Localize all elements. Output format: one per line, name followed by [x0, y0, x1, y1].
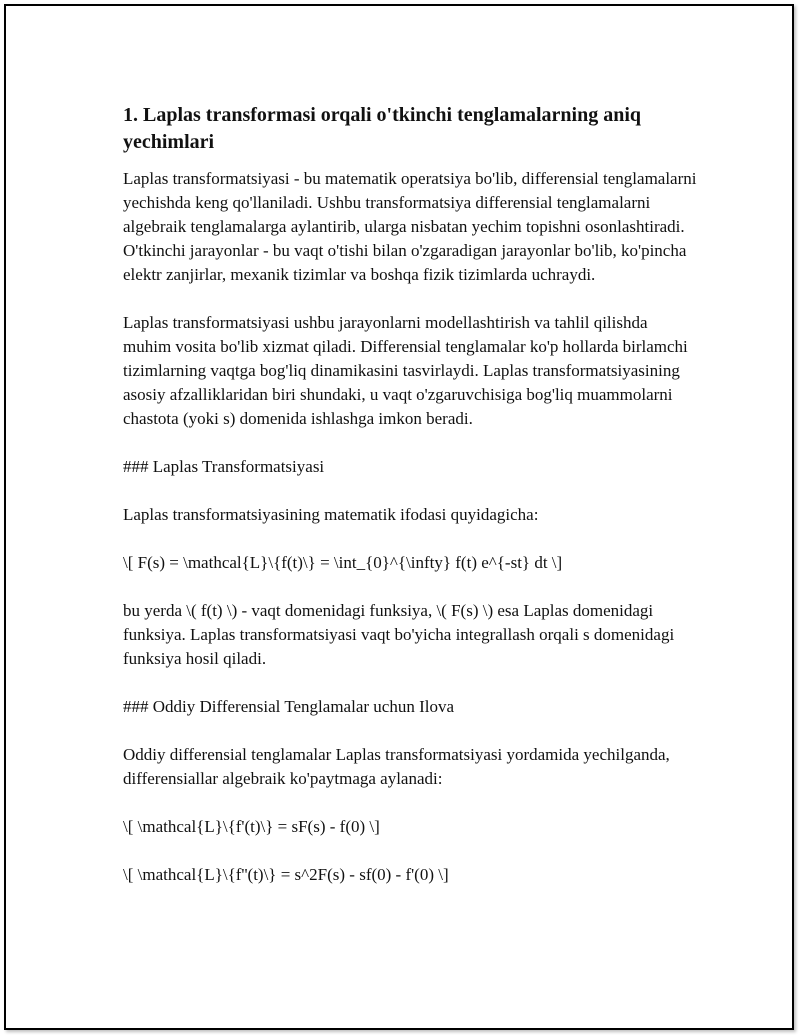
- formula-second-derivative: \[ \mathcal{L}\{f''(t)\} = s^2F(s) - sf(0) - f'(0) \]: [123, 865, 449, 884]
- page: [4, 4, 794, 1030]
- document-body: [123, 102, 698, 911]
- document-title: 1. Laplas transformasi orqali o'tkinchi tenglamalarning aniq yechimlari: [123, 104, 642, 153]
- formula-laplace-definition: \[ F(s) = \mathcal{L}\{f(t)\} = \int_{0}^{\infty} f(t) e^{-st} dt \]: [123, 553, 563, 572]
- section-heading-laplace: ### Laplas Transformatsiyasi: [123, 457, 325, 476]
- paragraph-formula-intro: Laplas transformatsiyasining matematik ifodasi quyidagicha:: [123, 505, 539, 524]
- paragraph-intro: Laplas transformatsiyasi - bu matematik operatsiya bo'lib, differensial tenglamalarni yechishda keng qo'llaniladi. Ushbu transformatsiya differensial tenglamalarni algebraik tenglamalarga aylantirib, ularga nisbatan yechim topishni osonlashtiradi. O'tkinchi jarayonlar - bu vaqt o'tishi bilan o'zgaradigan jarayonlar bo'lib, ko'pincha elektr zanjirlar, mexanik tizimlar va boshqa fizik tizimlarda uchraydi.: [123, 169, 697, 284]
- paragraph-formula-explanation: bu yerda \( f(t) \) - vaqt domenidagi funksiya, \( F(s) \) esa Laplas domenidagi funksiya. Laplas transformatsiyasi vaqt bo'yicha integrallash orqali s domenidagi funksiya hosil qiladi.: [123, 601, 675, 668]
- formula-first-derivative: \[ \mathcal{L}\{f'(t)\} = sF(s) - f(0) \]: [123, 817, 380, 836]
- paragraph-ode-intro: Oddiy differensial tenglamalar Laplas transformatsiyasi yordamida yechilganda, differensiallar algebraik ko'paytmaga aylanadi:: [123, 745, 670, 788]
- section-heading-ode: ### Oddiy Differensial Tenglamalar uchun Ilova: [123, 697, 455, 716]
- paragraph-modeling: Laplas transformatsiyasi ushbu jarayonlarni modellashtirish va tahlil qilishda muhim vosita bo'lib xizmat qiladi. Differensial tenglamalar ko'p hollarda birlamchi tizimlarning vaqtga bog'liq dinamikasini tasvirlaydi. Laplas transformatsiyasining asosiy afzalliklaridan biri shundaki, u vaqt o'zgaruvchisiga bog'liq muammolarni chastota (yoki s) domenida ishlashga imkon beradi.: [123, 313, 688, 428]
